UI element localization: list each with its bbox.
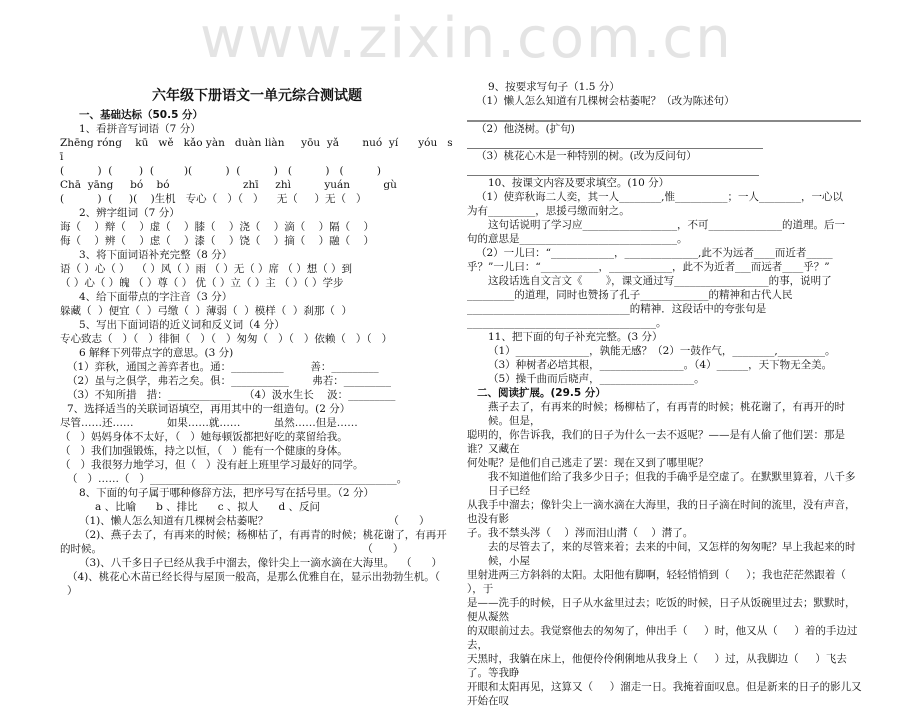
left-text-line: 1、看拼音写词语（7 分）	[79, 123, 201, 135]
left-text-line: 诲（ ）辩（ ）虚（ ）膝（ ）浇（ ）滴（ ）隔（ ）	[60, 221, 374, 233]
left-text-line: （ ）我们加强锻炼，持之以恒，（ ）能有一个健康的身体。	[60, 445, 348, 457]
left-text-line: 2、辨字组词（7 分）	[79, 207, 180, 219]
left-text-line: 躲藏（ ）便宜（ ）弓缴（ ）薄弱（ ）模样（ ）刹那（ ）	[60, 305, 353, 317]
left-text-line: ( ) ( )( )生机 专心（ ）（ ） 无（ ）无（ ）	[60, 193, 367, 205]
section-heading: 二、阅读扩展。(29.5 分）	[477, 387, 606, 399]
right-text-line: （1）懒人怎么知道有几棵树会枯萎呢？（改为陈述句）	[476, 95, 735, 107]
left-text-line: 7、选择适当的关联词语填空，再用其中的一组造句。(2 分）	[67, 403, 351, 415]
right-text-line: 聪明的，你告诉我，我们的日子为什么一去不返呢？——是有人偷了他们罢：那是谁？又藏在	[467, 429, 845, 455]
left-text-line: 语（ ）心（ ） （ ）风（ ）雨 （ ）无（ ）席 （ ）想（ ）到	[60, 263, 353, 275]
left-text-line: 的时候。 （ ）	[60, 543, 404, 555]
section-heading: 一、基础达标（50.5 分）	[79, 109, 204, 121]
right-text-line: 何处呢？是他们自己逃走了罢：现在又到了哪里呢？	[467, 457, 709, 469]
right-text-line: 这句话说明了学习应__________________，不可______________的道理。后一	[488, 219, 845, 231]
right-text-line: 从我手中溜去；像针尖上一滴水滴在大海里，我的日子滴在时间的流里，没有声音，也没有影	[467, 499, 856, 525]
left-text-line: （3)、八千多日子已经从我手中溜去，像针尖上一滴水滴在大海里。 （ ）	[79, 557, 442, 569]
right-text-line: 11、把下面的句子补充完整。(3 分）	[488, 331, 663, 343]
watermark: www.zixin.com.cn	[200, 6, 733, 71]
left-text-line: 4、给下面带点的字注音（3 分）	[79, 291, 233, 303]
right-text-line: （2）他浇树。(扩句)	[476, 123, 575, 135]
right-text-line: （1）______________，孰能无感？（2）一鼓作气，________,_________。	[488, 345, 836, 357]
right-text-line: 乎？”一儿曰：“___________，____________，此不为近者___而远者____乎？”	[467, 261, 830, 273]
left-text-line: ( ) ( ) ( )( ) ( ) ( ) ( )	[60, 165, 382, 177]
right-text-line: 我不知道他们给了我多少日子；但我的手确乎是空虚了。在默默里算着，八千多日子已经	[488, 471, 856, 497]
right-text-line: 9、按要求写句子（1.5 分）	[488, 81, 620, 93]
left-text-line: （1)、懒人怎么知道有几棵树会枯萎呢？ （ ）	[79, 515, 430, 527]
right-text-line: 开眼和太阳再见，这算又（ ）溜走一日。我掩着面叹息。但是新来的日子的影儿又开始在叹	[467, 681, 862, 707]
right-text-line: 为有_________，思援弓缴而射之。	[467, 205, 630, 217]
left-text-line: （ ）妈妈身体不太好，（ ）她每顿饭都把好吃的菜留给我。	[60, 431, 348, 443]
left-text-line: （4)、桃花心木苗已经长得与屋顶一般高，是那么优雅自在，显示出勃勃生机。（ ）	[67, 571, 461, 597]
left-text-line: 专心致志（ ）（ ）徘徊（ ）（ ）匆匆（ ）（ ）依赖（ ）（ ）	[60, 333, 393, 345]
left-text-line: 5、写出下面词语的近义词和反义词（4 分）	[79, 319, 285, 331]
left-text-line: （2)、燕子去了，有再来的时候；杨柳枯了，有再青的时候；桃花谢了，有再开	[79, 529, 447, 541]
left-column	[60, 86, 461, 598]
left-text-line: Zhēng róng kū wě kǎo yàn duàn liàn yōu yǎ nuó yí yóu sī	[60, 137, 453, 163]
left-text-line: （ ）我很努力地学习，但（ ）没有赶上班里学习最好的同学。	[60, 459, 364, 471]
left-text-line: 3、将下面词语补充完整（8 分）	[79, 249, 233, 261]
right-text-line: 10、按课文内容及要求填空。(10 分）	[488, 177, 670, 189]
right-text-line: （2）一儿曰：“____________，______________,此不为远者____而近者_____	[476, 247, 833, 259]
right-text-line: _______________________________的精神．这段话中的夸张句是	[467, 303, 767, 315]
left-text-line: （2）虽与之俱学，弗若之矣。俱：___________ 弗若：_________	[67, 375, 392, 387]
right-text-line: （1）使弈秋诲二人奕，其一人________,惟__________；一人________，一心以	[476, 191, 844, 203]
page-title: 六年级下册语文一单元综合测试题	[152, 88, 362, 104]
right-text-line: ____________________________________。	[467, 317, 667, 329]
right-text-line: 这段话选自文言文《 》，课文通过写__________________的事，说明了	[488, 275, 832, 287]
right-text-line: 燕子去了，有再来的时候；杨柳枯了，有再青的时候；桃花谢了，有再开的时候。但是，	[488, 401, 845, 427]
left-text-line: Chā yāng bó bó zhī zhì yuán gù	[60, 179, 397, 191]
left-text-line: 8、下面的句子属于哪种修辞方法，把序号写在括号里。（2 分）	[79, 487, 374, 499]
right-text-line: （5）操千曲而后晓声，__________________。	[488, 373, 705, 385]
right-text-line: 里射进两三方斜斜的太阳。太阳他有脚啊，轻轻悄悄到（ ）；我也茫茫然跟着（ ），于	[467, 569, 863, 595]
right-text-line: （3）桃花心木是一种特别的树。(改为反问句）	[476, 150, 697, 162]
right-text-line: 句的意思是______________________________。	[467, 233, 688, 245]
right-column	[467, 80, 865, 708]
left-text-line: （3）不知所措 措：____________ （4）汲水生长 汲：_________	[67, 389, 396, 401]
right-text-line: 天黑时，我躺在床上，他便伶伶俐俐地从我身上（ ）过，从我脚边（ ）飞去了。等我睁	[467, 653, 847, 679]
left-text-line: 尽管……还…… 如果……就…… 虽然……但是……	[60, 417, 358, 429]
left-text-line: （ ）……（ ）_______________________________________________。	[67, 473, 408, 485]
right-text-line: （3）种树者必培其根，________________。（4）______，天下物无全美。	[488, 359, 833, 371]
left-text-line: a 、比喻 b 、排比 c 、拟人 d 、反问	[95, 501, 321, 513]
right-text-line: 是——洗手的时候，日子从水盆里过去；吃饭的时候，日子从饭碗里过去；默默时，便从凝然	[467, 597, 856, 623]
right-text-line: _________的道理，同时也赞扬了孔子_____________的精神和古代人民	[467, 289, 793, 301]
left-text-line: （1）弈秋，通国之善弈者也。通：__________ 善：_________	[67, 361, 379, 373]
right-text-line: 去的尽管去了，来的尽管来着；去来的中间，又怎样的匆匆呢？早上我起来的时候，小屋	[488, 541, 856, 567]
left-text-line: 侮（ ）辨（ ）虑（ ）漆（ ）饶（ ）摘（ ）融（ ）	[60, 235, 374, 247]
left-text-line: 6 解释下列带点字的意思。(3 分)	[79, 347, 234, 359]
right-text-line: 子。我不禁头涔（ ）涔而泪山潸（ ）潸了。	[467, 527, 694, 539]
right-text-line: 的双眼前过去。我觉察他去的匆匆了，伸出手（ ）时，他又从（ ）着的手边过去，	[467, 625, 858, 651]
left-text-line: （ ）心（ ）魄 （ ）尊（ ） 优（ ）立（ ）主 （ ）（ ）学步	[60, 277, 344, 289]
